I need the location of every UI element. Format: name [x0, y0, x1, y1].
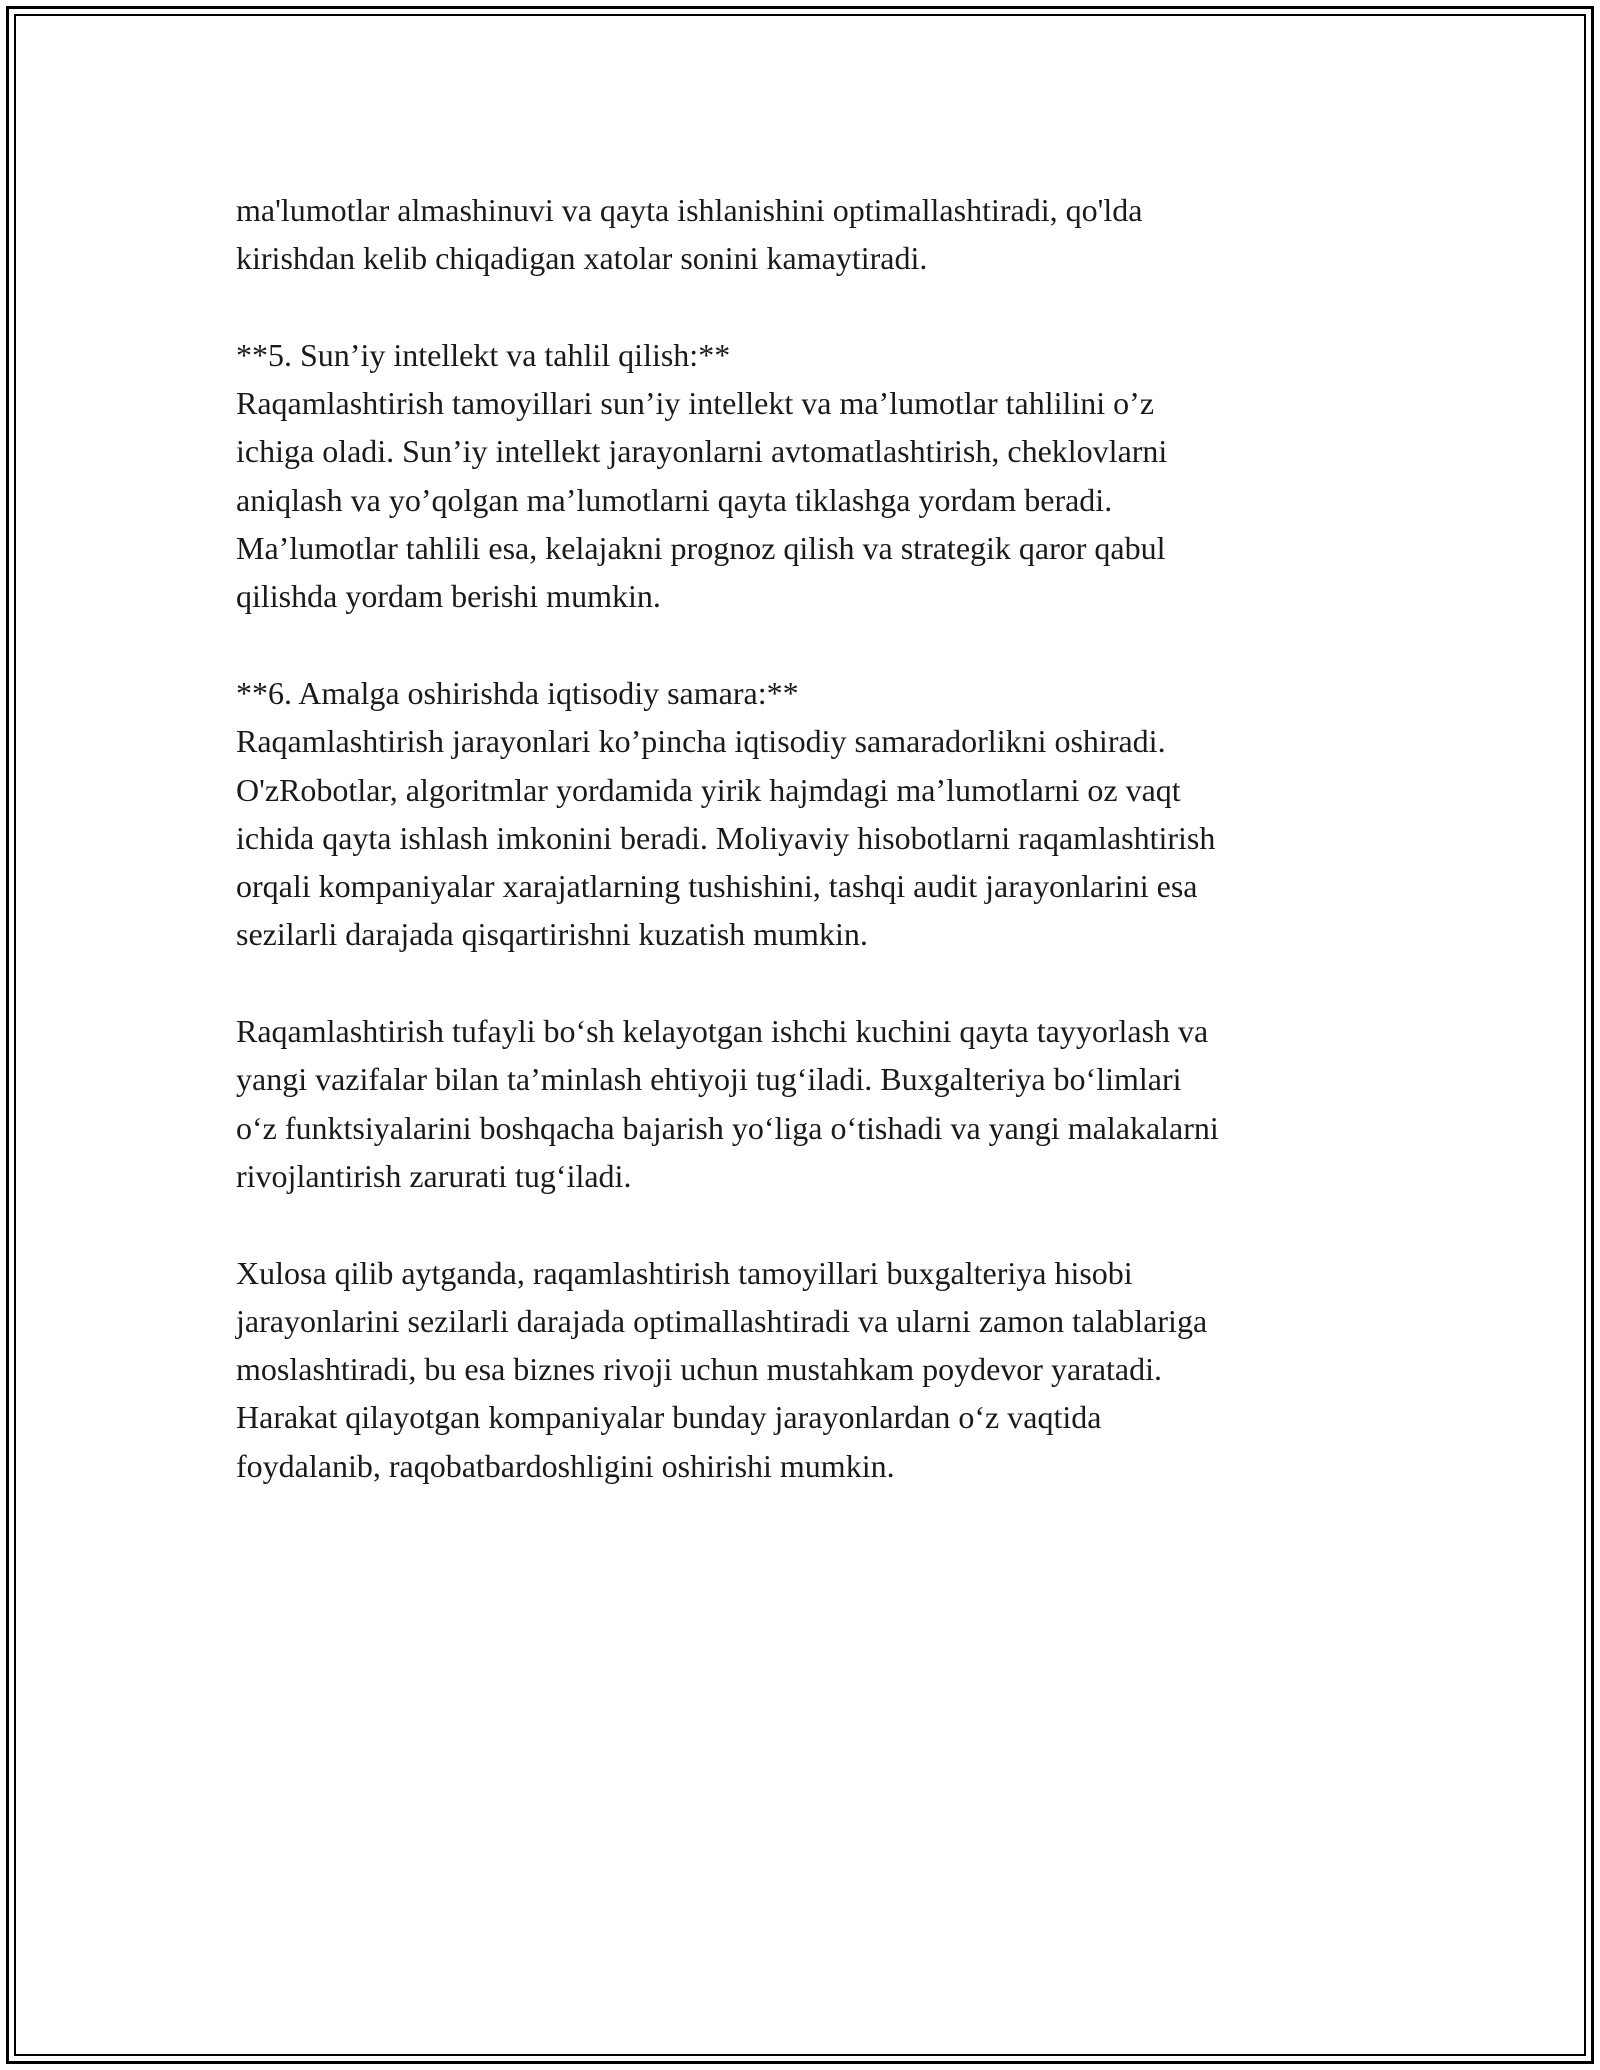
paragraph-workforce — [236, 1007, 1416, 1200]
text-line: Raqamlashtirish jarayonlari ko’pincha iqtisodiy samaradorlikni oshiradi. — [236, 723, 1166, 760]
text-line: moslashtiradi, bu esa biznes rivoji uchun mustahkam poydevor yaratadi. — [236, 1351, 1162, 1388]
text-line: aniqlash va yo’qolgan ma’lumotlarni qayta tiklashga yordam beradi. — [236, 481, 1113, 518]
text-line: Xulosa qilib aytganda, raqamlashtirish tamoyillari buxgalteriya hisobi — [236, 1254, 1133, 1291]
text-line: sezilarli darajada qisqartirishni kuzatish mumkin. — [236, 916, 868, 953]
section-5 — [236, 331, 1416, 621]
paragraph-conclusion — [236, 1249, 1416, 1490]
paragraph-intro-continuation — [236, 186, 1416, 283]
text-line: Raqamlashtirish tamoyillari sun’iy intellekt va ma’lumotlar tahlilini o’z — [236, 385, 1155, 422]
text-line: qilishda yordam berishi mumkin. — [236, 578, 661, 615]
text-line: jarayonlarini sezilarli darajada optimallashtiradi va ularni zamon talablariga — [236, 1302, 1208, 1339]
text-line: rivojlantirish zarurati tug‘iladi. — [236, 1157, 632, 1194]
text-line: foydalanib, raqobatbardoshligini oshirishi mumkin. — [236, 1447, 895, 1484]
text-line: orqali kompaniyalar xarajatlarning tushishini, tashqi audit jarayonlarini esa — [236, 868, 1198, 905]
text-line: Ma’lumotlar tahlili esa, kelajakni prognoz qilish va strategik qaror qabul — [236, 530, 1166, 567]
text-line: ichiga oladi. Sun’iy intellekt jarayonlarni avtomatlashtirish, cheklovlarni — [236, 433, 1168, 470]
section-6 — [236, 669, 1416, 959]
text-line: Raqamlashtirish tufayli bo‘sh kelayotgan ishchi kuchini qayta tayyorlash va — [236, 1013, 1209, 1050]
text-line: yangi vazifalar bilan ta’minlash ehtiyoji tug‘iladi. Buxgalteriya bo‘limlari — [236, 1061, 1182, 1098]
text-line: ichida qayta ishlash imkonini beradi. Moliyaviy hisobotlarni raqamlashtirish — [236, 819, 1216, 856]
text-line: Harakat qilayotgan kompaniyalar bunday jarayonlardan o‘z vaqtida — [236, 1399, 1102, 1436]
text-line: ma'lumotlar almashinuvi va qayta ishlanishini optimallashtiradi, qo'lda — [236, 192, 1143, 228]
text-line: o‘z funktsiyalarini boshqacha bajarish yo‘liga o‘tishadi va yangi malakalarni — [236, 1109, 1219, 1146]
text-line: kirishdan kelib chiqadigan xatolar sonini kamaytiradi. — [236, 240, 928, 277]
section-heading: **5. Sun’iy intellekt va tahlil qilish:** — [236, 336, 731, 373]
section-heading: **6. Amalga oshirishda iqtisodiy samara:** — [236, 674, 799, 711]
document-body — [236, 186, 1416, 1490]
text-line: O'zRobotlar, algoritmlar yordamida yirik hajmdagi ma’lumotlarni oz vaqt — [236, 771, 1181, 808]
